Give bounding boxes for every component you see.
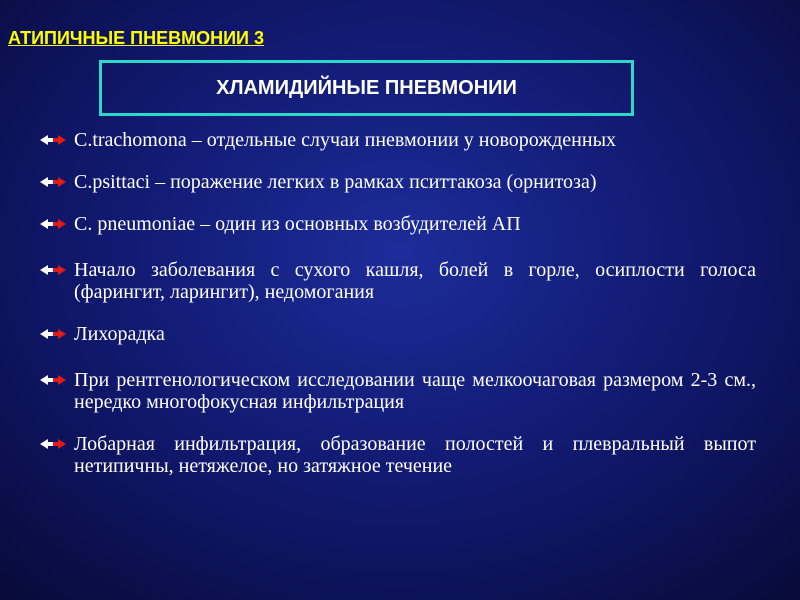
bidirectional-arrow-icon [40,218,66,230]
bullet-item [40,369,756,413]
bullet-item [40,213,756,235]
subtitle-box [99,60,634,116]
bullet-item [40,433,756,477]
bullet-text: C.psittaci – поражение легких в рамках пситтакоза (орнитоза) [74,171,597,193]
bidirectional-arrow-icon [40,438,66,450]
bullet-text: Начало заболевания с сухого кашля, болей в горле, осиплости голоса (фарингит, ларингит), недомогания [74,259,756,303]
bullet-item [40,323,756,345]
bidirectional-arrow-icon [40,176,66,188]
subtitle-text: ХЛАМИДИЙНЫЕ ПНЕВМОНИИ [216,76,517,99]
bidirectional-arrow-icon [40,134,66,146]
bullet-text: Лихорадка [74,323,165,345]
bullet-item [40,129,756,151]
bullet-list [40,129,756,497]
bullet-item [40,259,756,303]
bullet-item [40,171,756,193]
bidirectional-arrow-icon [40,264,66,276]
bidirectional-arrow-icon [40,328,66,340]
bullet-text: Лобарная инфильтрация, образование полостей и плевральный выпот нетипичны, нетяжелое, но затяжное течение [74,433,756,477]
bullet-text: C. pneumoniae – один из основных возбудителей АП [74,213,521,235]
bullet-text: При рентгенологическом исследовании чаще мелкоочаговая размером 2-3 см., нередко многофокусная инфильтрация [74,369,756,413]
bidirectional-arrow-icon [40,374,66,386]
bullet-text: C.trachomona – отдельные случаи пневмонии у новорожденных [74,129,617,151]
slide-title: АТИПИЧНЫЕ ПНЕВМОНИИ 3 [8,28,265,48]
